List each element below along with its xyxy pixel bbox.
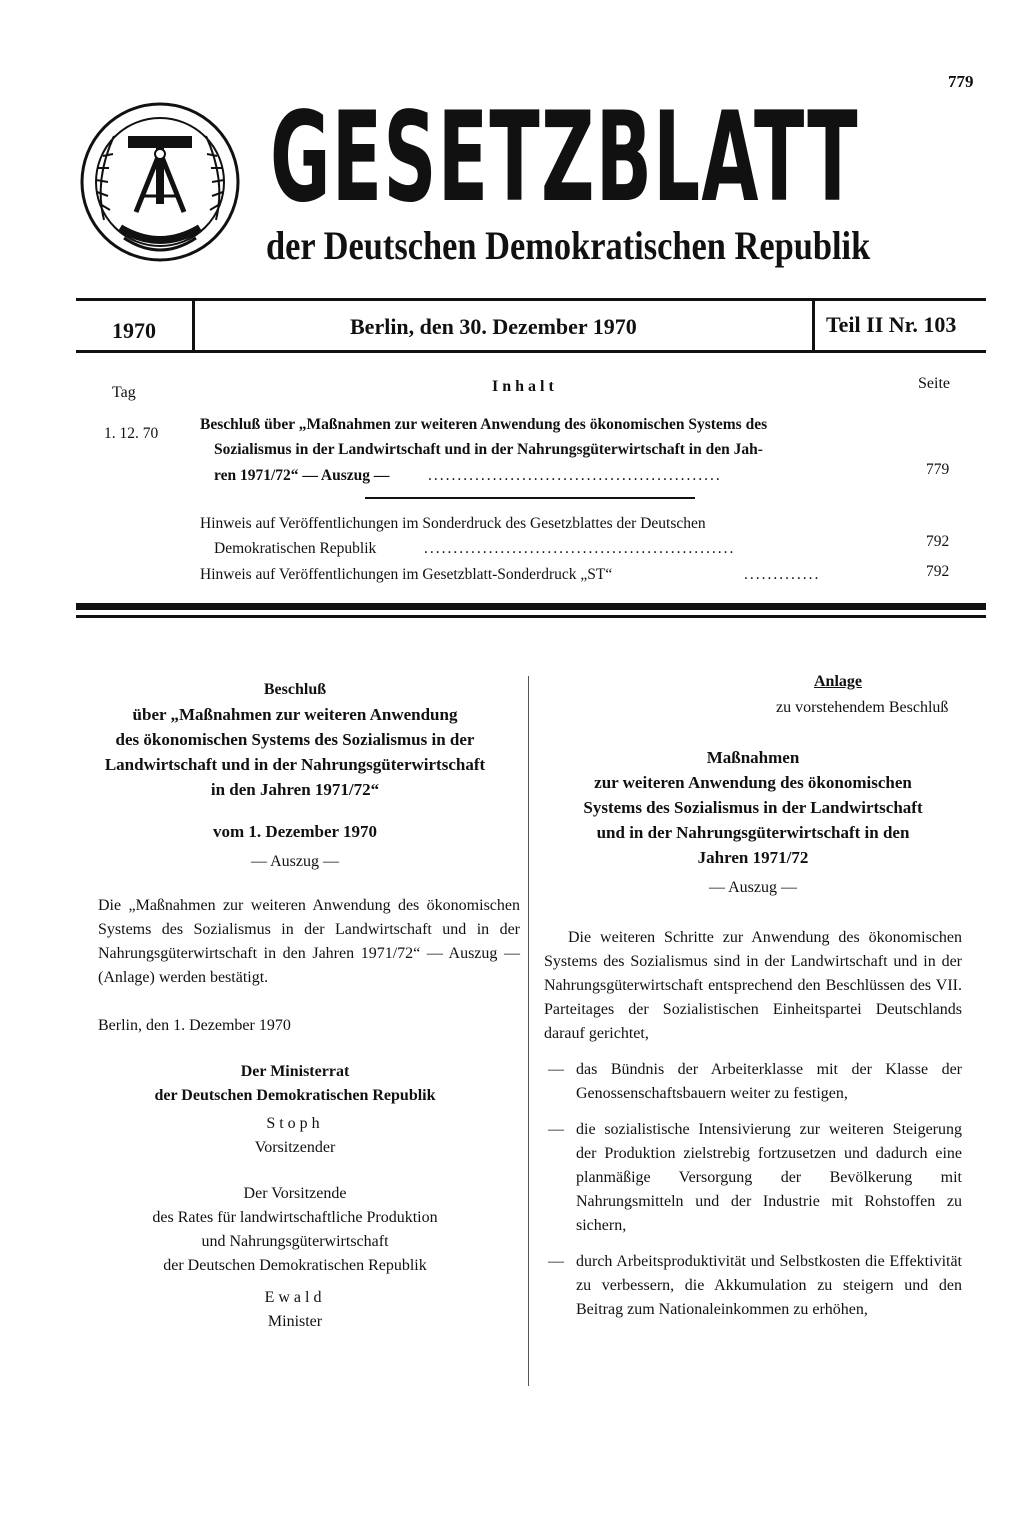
signatory-body: Der Ministerrat [240, 1063, 350, 1080]
decision-subject-line: in den Jahren 1971/72“ [210, 780, 380, 799]
masthead-subtitle: der Deutschen Demokratischen Republik [266, 223, 871, 268]
bullet-dash: — [548, 1253, 564, 1270]
toc-entry-day: 1. 12. 70 [104, 425, 159, 442]
annex-label: Anlage [814, 673, 862, 690]
masthead-title: GESETZBLATT [270, 84, 859, 230]
toc-day-header: Tag [112, 384, 136, 401]
signatory-body: und Nahrungsgüterwirtschaft [201, 1233, 389, 1250]
toc-entry-line: Demokratischen Republik [214, 540, 377, 557]
signatory-role: Minister [267, 1313, 323, 1330]
issue-bar-bottom-rule [76, 350, 986, 353]
decision-body: Die „Maßnahmen zur weiteren Anwendung des ökonomischen Systems des Sozialismus in der Landwirtschaft und in der Nahrungsgüterwirtschaft in den Jahren 1971/72“ — Auszug — (Anlage) werden bestätigt. [98, 897, 520, 986]
state-emblem [80, 100, 240, 270]
right-column [544, 670, 962, 1322]
decision-subject-line: des ökonomischen Systems des Sozialismus in der [115, 730, 475, 749]
heavy-rule-thin [76, 615, 986, 618]
signatory-body: Der Vorsitzende [243, 1185, 347, 1202]
decision-subject-line: über „Maßnahmen zur weiteren Anwendung [132, 705, 458, 724]
annex-intro: Die weiteren Schritte zur Anwendung des ökonomischen Systems des Sozialismus sind in der Landwirtschaft und in der Nahrungsgüterwirtschaft entsprechend den Beschlüssen des VII. Parteitages der Sozialistischen Einheitspartei Deutschlands darauf gerichtet, [544, 929, 962, 1042]
toc-separator [365, 497, 695, 499]
annex-title: Maßnahmen [706, 748, 800, 767]
issue-year: 1970 [112, 318, 156, 343]
signatory-body: der Deutschen Demokratischen Republik [154, 1087, 436, 1104]
page-number: 779 [948, 72, 974, 91]
annex-bullet [544, 1118, 962, 1238]
toc-entry-line: Hinweis auf Veröffentlichungen im Sonderdruck des Gesetzblattes der Deutschen [200, 515, 706, 532]
toc-entry-page: 779 [926, 461, 950, 478]
decision-excerpt-note: — Auszug — [251, 853, 339, 870]
annex-subject-line: Jahren 1971/72 [697, 848, 809, 867]
annex-bullet-text: das Bündnis der Arbeiterklasse mit der Klasse der Genossenschaftsbauern weiter zu festigen, [576, 1061, 962, 1102]
column-divider [528, 676, 529, 1386]
toc-leader-dots: .................................................. [428, 467, 722, 484]
toc-entry-line: Hinweis auf Veröffentlichungen im Gesetzblatt-Sonderdruck „ST“ [200, 566, 613, 583]
toc-entry-page: 792 [926, 563, 950, 580]
issue-bar-top-rule [76, 298, 986, 301]
issue-bar-divider [812, 300, 815, 352]
decision-title: Beschluß [263, 681, 327, 698]
toc-entry-line: ren 1971/72“ — Auszug — [214, 467, 390, 484]
toc-leader-dots: ..................................................... [424, 540, 736, 557]
decision-date: vom 1. Dezember 1970 [213, 822, 377, 841]
annex-subject-line: zur weiteren Anwendung des ökonomischen [594, 773, 912, 792]
left-column [70, 678, 520, 1334]
heavy-rule [76, 603, 986, 610]
bullet-dash: — [548, 1061, 564, 1078]
toc-entry-line: Beschluß über „Maßnahmen zur weiteren Anwendung des ökonomischen Systems des [200, 416, 768, 433]
signatory-name: Ewald [264, 1289, 326, 1306]
toc-page-header: Seite [918, 375, 950, 392]
annex-bullet [544, 1250, 962, 1322]
issue-part-number: Teil II Nr. 103 [826, 312, 957, 337]
toc-leader-dots: ............. [744, 566, 821, 583]
decision-subject-line: Landwirtschaft und in der Nahrungsgüterwirtschaft [104, 755, 486, 774]
annex-reference: zu vorstehendem Beschluß [776, 699, 949, 716]
annex-bullet [544, 1058, 962, 1106]
signatory-name: Stoph [266, 1115, 324, 1132]
signatory-body: des Rates für landwirtschaftliche Produktion [152, 1209, 438, 1226]
signatory-body: der Deutschen Demokratischen Republik [163, 1257, 427, 1274]
annex-bullet-text: die sozialistische Intensivierung zur weiteren Steigerung der Produktion zielstrebig fortzusetzen und dadurch eine planmäßige Versorgung der Bevölkerung mit Nahrungsmitteln und der Industrie mit Rohstoffen zu sichern, [576, 1121, 962, 1234]
annex-bullet-text: durch Arbeitsproduktivität und Selbstkosten die Effektivität zu verbessern, die Akkumulation zu steigern und den Beitrag zum Nationaleinkommen zu erhöhen, [576, 1253, 962, 1318]
toc-entry-line: Sozialismus in der Landwirtschaft und in der Nahrungsgüterwirtschaft in den Jah- [214, 441, 763, 458]
annex-subject-line: und in der Nahrungsgüterwirtschaft in den [596, 823, 910, 842]
decision-place-date: Berlin, den 1. Dezember 1970 [98, 1017, 291, 1034]
toc-heading: Inhalt [492, 378, 558, 395]
bullet-dash: — [548, 1121, 564, 1138]
signatory-role: Vorsitzender [254, 1139, 336, 1156]
annex-excerpt-note: — Auszug — [709, 879, 797, 896]
toc-entry-page: 792 [926, 533, 950, 550]
issue-place-date: Berlin, den 30. Dezember 1970 [350, 314, 637, 339]
annex-subject-line: Systems des Sozialismus in der Landwirtschaft [583, 798, 923, 817]
issue-bar-divider [192, 300, 195, 352]
